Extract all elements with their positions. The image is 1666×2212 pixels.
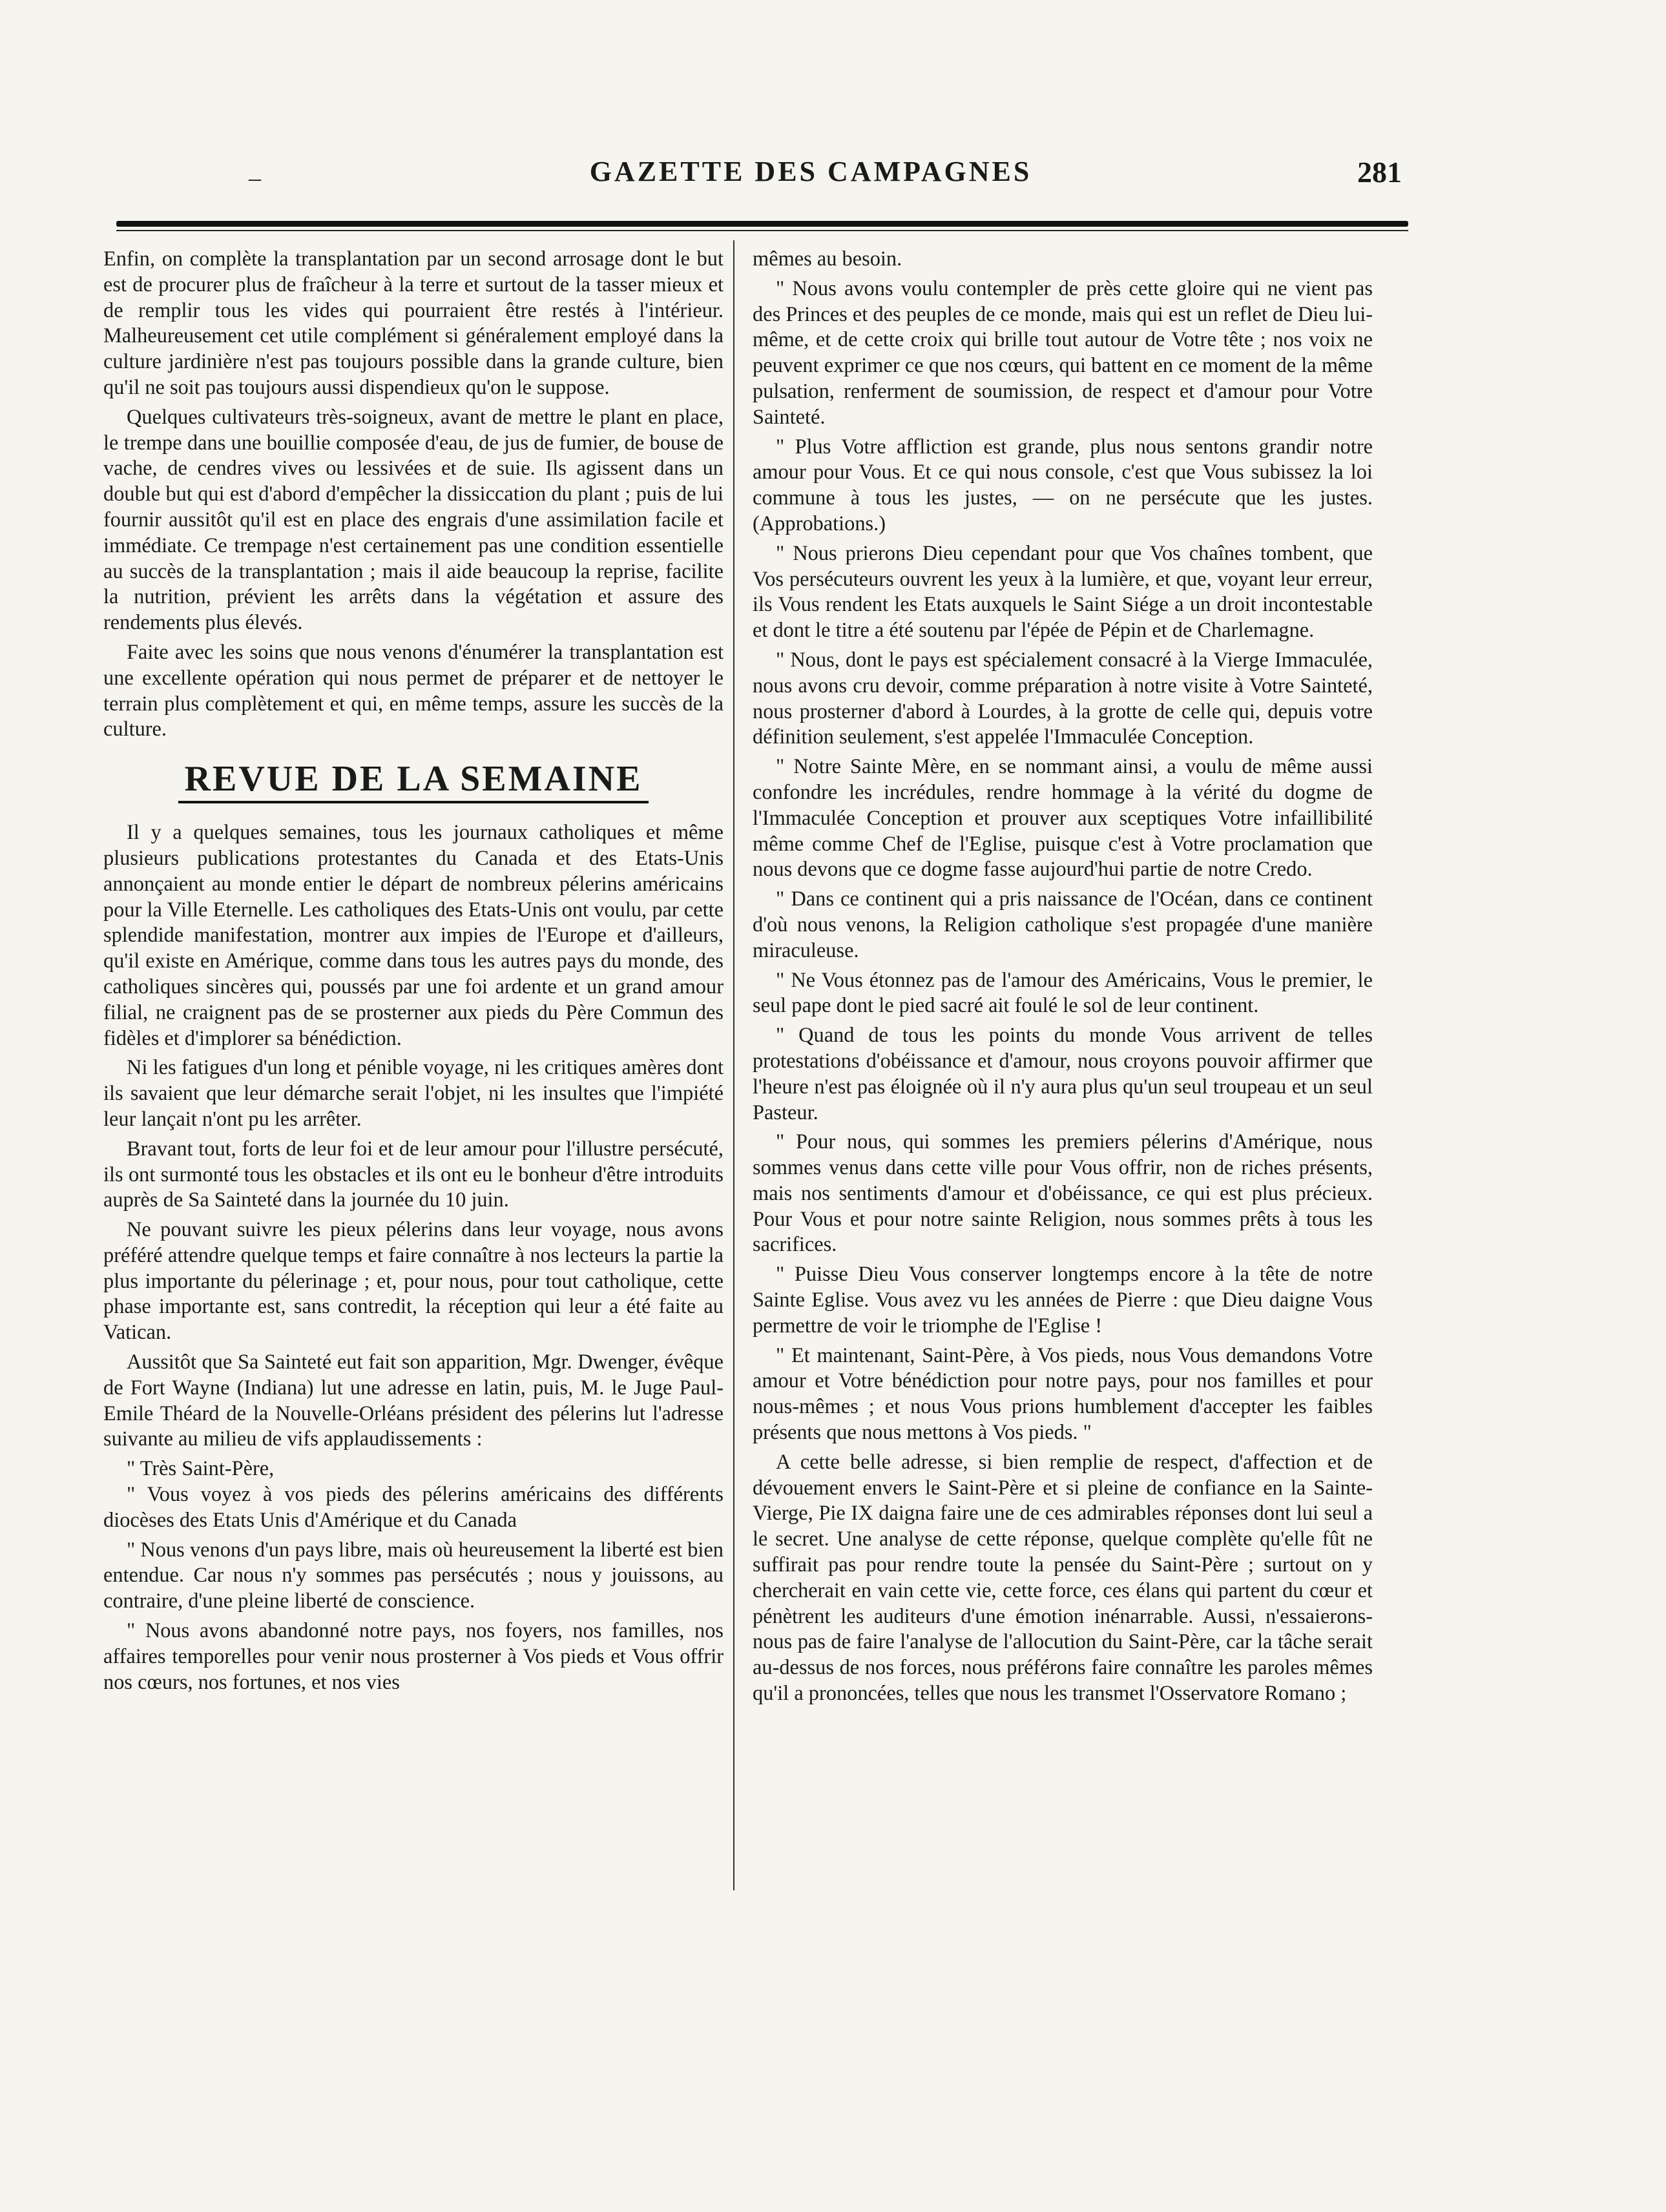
paragraph: Faite avec les soins que nous venons d'énumérer la transplantation est une excellente opération qui nous permet de préparer et de nettoyer le terrain plus complètement et qui, en même temps, assure les succès de la culture. xyxy=(103,640,724,741)
page-number: 281 xyxy=(1357,156,1402,189)
paragraph: Bravant tout, forts de leur foi et de leur amour pour l'illustre persécuté, ils ont surmonté tous les obstacles et ils ont eu le bonheur d'être introduits auprès de Sa Sainteté dans la journée du 10 juin. xyxy=(103,1137,724,1212)
paragraph: " Nous, dont le pays est spécialement consacré à la Vierge Immaculée, nous avons cru devoir, comme préparation à notre visite à Votre Sainteté, nous prosterner d'abord à Lourdes, à la grotte de celle qui, depuis votre définition seulement, s'est appelée l'Immaculée Conception. xyxy=(753,648,1373,749)
paragraph: " Notre Sainte Mère, en se nommant ainsi, a voulu de même aussi confondre les incrédules, rendre hommage à la vérité du dogme de l'Immaculée Conception et prouver aux sceptiques Votre infaillibilité même comme Chef de l'Eglise, puisque c'est à Votre proclamation que nous devons que ce dogme fasse aujourd'hui partie de notre Credo. xyxy=(753,755,1373,882)
paragraph: " Et maintenant, Saint-Père, à Vos pieds, nous Vous demandons Votre amour et Votre bénédiction pour notre pays, pour nos familles et pour nous-mêmes ; et nous Vous prions humblement d'accepter les faibles présents que nous mettons à Vos pieds. " xyxy=(753,1343,1373,1445)
salutation: " Très Saint-Père, xyxy=(127,1457,275,1481)
paragraph: " Quand de tous les points du monde Vous arrivent de telles protestations d'obéissance et d'amour, nous croyons pouvoir affirmer que l'heure n'est pas éloignée où il n'y aura plus qu'un seul troupeau et un seul Pasteur. xyxy=(753,1024,1373,1124)
column-divider xyxy=(733,240,734,1890)
paragraph: Ni les fatigues d'un long et pénible voyage, ni les critiques amères dont ils savaient que leur démarche serait l'objet, ni les insultes que l'impiété leur lançait n'ont pu les arrêter. xyxy=(103,1056,724,1131)
paragraph: " Nous prierons Dieu cependant pour que Vos chaînes tombent, que Vos persécuteurs ouvrent les yeux à la lumière, et que, voyant leur erreur, ils Vous rendent les Etats auxquels le Saint Siége a un droit incontestable et dont le titre a été soutenu par l'épée de Pépin et de Charlemagne. xyxy=(753,541,1373,643)
paragraph: " Plus Votre affliction est grande, plus nous sentons grandir notre amour pour Vous. Et ce qui nous console, c'est que Vous subissez la loi commune à tous les justes, — on ne persécute que les justes. (Approbations.) xyxy=(753,435,1373,535)
header-rule-thick xyxy=(116,221,1408,227)
paragraph: Aussitôt que Sa Sainteté eut fait son apparition, Mgr. Dwenger, évêque de Fort Wayne (Indiana) lut une adresse en latin, puis, M. le Juge Paul-Emile Théard de la Nouvelle-Orléans président des pélerins lut l'adresse suivante au milieu de vifs applaudissements : xyxy=(103,1350,724,1451)
paragraph: " Dans ce continent qui a pris naissance de l'Océan, dans ce continent d'où nous venons, la Religion catholique s'est propagée d'une manière miraculeuse. xyxy=(753,887,1373,962)
paragraph: Quelques cultivateurs très-soigneux, avant de mettre le plant en place, le trempe dans une bouillie composée d'eau, de jus de fumier, de bouse de vache, de cendres vives ou lessivées et de suie. Ils agissent dans un double but qui est d'abord d'empêcher la dissiccation du plant ; puis de lui fournir aussitôt qu'il est en place des engrais d'une assimilation facile et immédiate. Ce trempage n'est certainement pas une condition essentielle au succès de la transplantation ; mais il aide beaucoup la reprise, facilite la nutrition, prévient les arrêts dans la végétation et assure des rendements plus élevés. xyxy=(103,405,724,635)
paragraph: " Pour nous, qui sommes les premiers pélerins d'Amérique, nous sommes venus dans cette ville pour Vous offrir, non de riches présents, mais nos sentiments d'amour et d'obéissance, ce qui est plus précieux. Pour Vous et pour notre sainte Religion, nous sommes prêts à tous les sacrifices. xyxy=(753,1130,1373,1257)
publication-title: GAZETTE DES CAMPAGNES xyxy=(589,156,1032,187)
paragraph: " Vous voyez à vos pieds des pélerins américains des différents diocèses des Etats Unis d'Amérique et du Canada xyxy=(103,1483,724,1532)
paragraph: " Puisse Dieu Vous conserver longtemps encore à la tête de notre Sainte Eglise. Vous avez vu les années de Pierre : que Dieu daigne Vous permettre de voir le triomphe de l'Eglise ! xyxy=(753,1263,1373,1338)
header-rule-thin xyxy=(116,230,1408,231)
section-title: REVUE DE LA SEMAINE xyxy=(178,758,649,803)
paragraph: A cette belle adresse, si bien remplie de respect, d'affection et de dévouement envers le Saint-Père et si pleine de confiance en la Sainte-Vierge, Pie IX daigna faire une de ces admirables réponses dont lui seul a le secret. Une analyse de cette réponse, quelque complète qu'elle fût ne suffirait pas pour rendre toute la pensée du Saint-Père ; surtout on y chercherait en vain cette vie, cette force, ces élans qui partent du cœur et pénètrent les auditeurs d'une émotion inénarrable. Aussi, n'essaierons-nous pas de faire l'analyse de l'allocution du Saint-Père, car la tâche serait au-dessus de nos forces, nous préférons faire connaître les paroles mêmes qu'il a prononcées, telles que nous les transmet l'Osservatore Romano ; xyxy=(753,1450,1373,1706)
paragraph: " Nous venons d'un pays libre, mais où heureusement la liberté est bien entendue. Car nous n'y sommes pas persécutés ; nous y jouissons, au contraire, d'une pleine liberté de conscience. xyxy=(103,1538,724,1613)
paragraph: " Nous avons abandonné notre pays, nos foyers, nos familles, nos affaires temporelles pour venir nous prosterner à Vos pieds et Vous offrir nos cœurs, nos fortunes, et nos vies xyxy=(103,1619,724,1694)
section-heading xyxy=(103,758,724,803)
paragraph: " Nous avons voulu contempler de près cette gloire qui ne vient pas des Princes et des peuples de ce monde, mais qui est un reflet de Dieu lui-même, et de cette croix qui brille tout autour de Votre tête ; nos voix ne peuvent exprimer ce que nos cœurs, qui battent en ce moment de la même pulsation, renferment de soumission, de respect et d'amour pour Votre Sainteté. xyxy=(753,276,1373,429)
paragraph: Ne pouvant suivre les pieux pélerins dans leur voyage, nous avons préféré attendre quelque temps et faire connaître à nos lecteurs la partie la plus importante du pélerinage ; et, pour nous, pour tout catholique, cette phase importante est, sans contredit, la réception qui leur a été faite au Vatican. xyxy=(103,1218,724,1345)
page-header xyxy=(220,155,1402,194)
header-dash: – xyxy=(249,165,261,192)
right-column xyxy=(753,247,1373,1711)
paragraph: Enfin, on complète la transplantation par un second arrosage dont le but est de procurer plus de fraîcheur à la terre et surtout de la tasser mieux et de remplir tous les vides qui pourraient être restés à l'intérieur. Malheureusement cet utile complément si généralement employé dans la culture jardinière n'est pas toujours possible dans la grande culture, bien qu'il ne soit pas toujours aussi dispendieux qu'on le suppose. xyxy=(103,247,724,399)
paragraph: Il y a quelques semaines, tous les journaux catholiques et même plusieurs publications protestantes du Canada et des Etats-Unis annonçaient au monde entier le départ de nombreux pélerins américains pour la Ville Eternelle. Les catholiques des Etats-Unis ont voulu, par cette splendide manifestation, montrer aux impies de l'Europe et d'ailleurs, qu'il existe en Amérique, comme dans tous les autres pays du monde, des catholiques sincères qui, poussés par une foi ardente et un grand amour filial, ne craignent pas de se prosterner aux pieds du Père Commun des fidèles et d'implorer sa bénédiction. xyxy=(103,821,724,1050)
paragraph: mêmes au besoin. xyxy=(753,247,902,271)
left-column xyxy=(103,247,724,1699)
paragraph: " Ne Vous étonnez pas de l'amour des Américains, Vous le premier, le seul pape dont le pied sacré ait foulé le sol de leur continent. xyxy=(753,968,1373,1018)
